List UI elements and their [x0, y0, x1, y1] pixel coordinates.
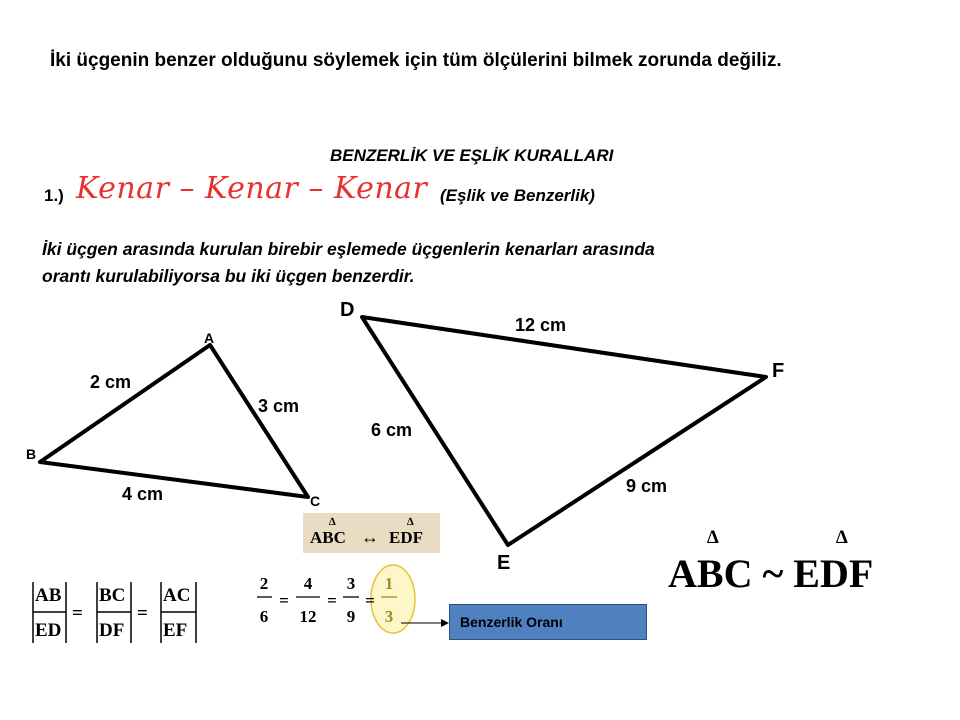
big-triangle-symbol-left: ∆ [707, 527, 719, 548]
ratio-1-denominator: ED [35, 620, 62, 641]
side-df-label: 12 cm [515, 315, 567, 335]
num-ratio-3-denominator: 9 [346, 607, 356, 626]
similarity-right: EDF [793, 551, 874, 596]
side-ab-label: 2 cm [90, 372, 132, 392]
equals-sign-1: = [72, 603, 83, 624]
num-equals-2: = [327, 591, 337, 610]
side-bc-label: 4 cm [122, 484, 164, 504]
vertex-a-label: A [204, 330, 215, 346]
triangle-def [362, 317, 766, 545]
correspondence-box [303, 513, 440, 553]
ratio-3-denominator: EF [163, 620, 188, 641]
vertex-c-label: C [310, 493, 321, 509]
triangle-symbol-right: ∆ [407, 516, 414, 528]
ratio-2-numerator: BC [99, 585, 126, 606]
rule-number: 1.) [44, 186, 64, 205]
vertex-d-label: D [340, 299, 355, 321]
num-ratio-2-denominator: 12 [299, 607, 317, 626]
vertex-b-label: B [26, 446, 37, 462]
correspondence-left: ABC [310, 528, 346, 547]
similarity-left: ABC [668, 551, 753, 596]
similarity-ratio-label: Benzerlik Oranı [449, 604, 647, 640]
num-equals-1: = [279, 591, 289, 610]
similarity-symbol: ~ [762, 551, 784, 596]
num-equals-3: = [365, 591, 375, 610]
section-heading: BENZERLİK VE EŞLİK KURALLARI [330, 146, 614, 165]
big-triangle-symbol-right: ∆ [836, 527, 848, 548]
correspondence-arrow: ↔ [361, 527, 379, 547]
ratio-2-denominator: DF [99, 620, 125, 641]
vertex-f-label: F [772, 360, 785, 382]
ratio-3-numerator: AC [163, 585, 191, 606]
intro-text: İki üçgenin benzer olduğunu söylemek için tüm ölçülerini bilmek zorunda değiliz. [50, 50, 782, 71]
similarity-statement [668, 550, 873, 597]
equals-sign-2: = [137, 603, 148, 624]
pointer-arrow-head [441, 619, 449, 627]
rule-name: Kenar – Kenar – Kenar [76, 171, 428, 206]
num-ratio-2-numerator: 4 [303, 574, 313, 593]
side-ef-label: 9 cm [626, 476, 668, 496]
vertex-e-label: E [497, 552, 511, 574]
side-ac-label: 3 cm [258, 396, 300, 416]
num-ratio-3-numerator: 3 [346, 574, 356, 593]
triangle-symbol-left: ∆ [329, 516, 336, 528]
num-ratio-1-denominator: 6 [259, 607, 269, 626]
side-de-label: 6 cm [371, 420, 413, 440]
num-ratio-1-numerator: 2 [259, 574, 269, 593]
ratio-1-numerator: AB [35, 585, 62, 606]
num-ratio-4-numerator: 1 [384, 574, 394, 593]
correspondence-right: EDF [389, 528, 423, 547]
rule-description: İki üçgen arasında kurulan birebir eşlemede üçgenlerin kenarları arasında orantı kurulabiliyorsa bu iki üçgen benzerdir. [42, 239, 655, 286]
triangle-abc [40, 345, 308, 497]
side-proportion [33, 582, 196, 643]
rule-note: (Eşlik ve Benzerlik) [440, 186, 595, 205]
num-ratio-4-denominator: 3 [384, 607, 394, 626]
